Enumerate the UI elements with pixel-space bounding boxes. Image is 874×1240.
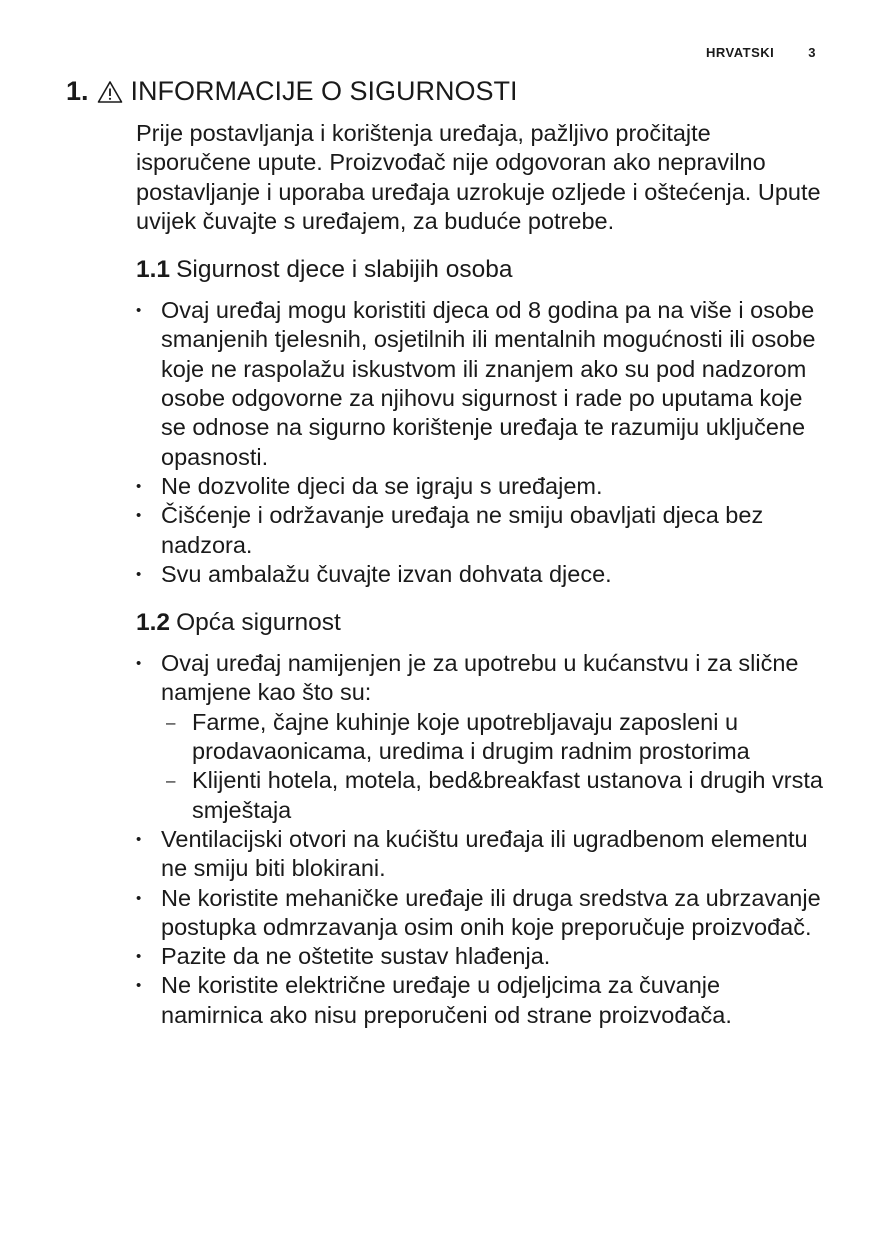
chapter-number: 1. — [66, 76, 89, 106]
section-number: 1.1 — [136, 256, 171, 284]
section-number: 1.2 — [136, 609, 171, 637]
warning-triangle-icon — [97, 80, 123, 104]
list-item: • Ne dozvolite djeci da se igraju s uređajem. — [136, 472, 826, 501]
chapter-title — [66, 76, 518, 107]
list-item: • Pazite da ne oštetite sustav hlađenja. — [136, 942, 826, 971]
sub-list — [161, 708, 826, 825]
section-1-1-list — [136, 296, 826, 589]
sub-list-item: – Farme, čajne kuhinje koje upotrebljavaju zaposleni u prodavaonicama, uredima i drugim radnim prostorima — [161, 708, 826, 767]
page-content — [136, 119, 826, 1030]
sub-list-item: – Klijenti hotela, motela, bed&breakfast ustanova i drugih vrsta smještaja — [161, 766, 826, 825]
section-title: Sigurnost djece i slabijih osoba — [176, 256, 513, 284]
list-item-text: Ovaj uređaj namijenjen je za upotrebu u kućanstvu i za slične namjene kao što su: — [161, 650, 799, 706]
page-number: 3 — [808, 45, 816, 60]
header-language: HRVATSKI — [705, 45, 775, 60]
list-item: • Svu ambalažu čuvajte izvan dohvata djece. — [136, 560, 826, 589]
section-1-2-list — [136, 649, 826, 1030]
chapter-title-text: INFORMACIJE O SIGURNOSTI — [130, 76, 518, 106]
section-title: Opća sigurnost — [176, 609, 341, 637]
section-heading-1-1 — [136, 255, 826, 285]
section-heading-1-2 — [136, 608, 826, 638]
list-item: • Ovaj uređaj mogu koristiti djeca od 8 godina pa na više i osobe smanjenih tjelesnih, osjetilnih ili mentalnih mogućnosti ili osobe koje ne raspolažu iskustvom ili znanjem ako su pod nadzorom osobe odgovorne za njihovu sigurnost i rade po uputama koje se odnose na sigurno korištenje uređaja te razumiju uključene opasnosti. — [136, 296, 826, 472]
list-item: • Ventilacijski otvori na kućištu uređaja ili ugradbenom elementu ne smiju biti blokirani. — [136, 825, 826, 884]
page-header — [706, 45, 816, 60]
list-item: • Ne koristite električne uređaje u odjeljcima za čuvanje namirnica ako nisu preporučeni od strane proizvođača. — [136, 971, 826, 1030]
list-item — [136, 649, 826, 825]
list-item: • Čišćenje i održavanje uređaja ne smiju obavljati djeca bez nadzora. — [136, 501, 826, 560]
intro-paragraph: Prije postavljanja i korištenja uređaja, pažljivo pročitajte isporučene upute. Proizvođač nije odgovoran ako nepravilno postavljanje i uporaba uređaja uzrokuje ozljede i oštećenja. Upute uvijek čuvajte s uređajem, za buduće potrebe. — [136, 120, 821, 234]
list-item: • Ne koristite mehaničke uređaje ili druga sredstva za ubrzavanje postupka odmrzavanja osim onih koje preporučuje proizvođač. — [136, 884, 826, 943]
